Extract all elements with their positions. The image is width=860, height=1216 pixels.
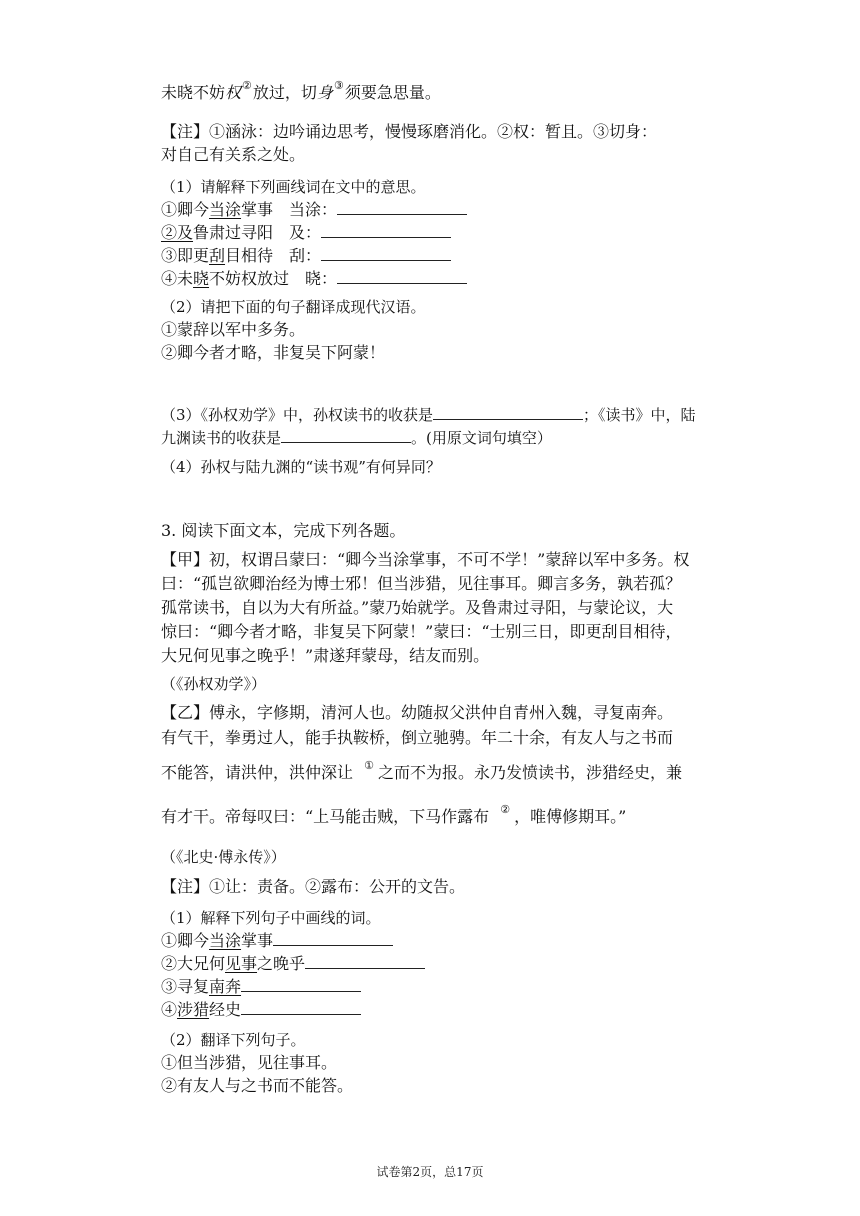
text: 九渊读书的收获是 — [161, 429, 282, 447]
footnote-marker: ③ — [333, 79, 344, 92]
text: ①卿今 — [161, 931, 210, 950]
section-3-heading: 3. 阅读下面文本，完成下列各题。 — [161, 521, 406, 540]
source-jia: （《孙权劝学》） — [161, 675, 267, 693]
text: 经史 — [209, 1000, 242, 1019]
question-4: （4）孙权与陆九渊的“读书观”有何异同？ — [161, 458, 441, 476]
source-yi: （《北史·傅永传》） — [161, 848, 286, 866]
underlined-word: 刮 — [209, 246, 226, 265]
text: ③寻复 — [161, 977, 210, 996]
page-footer: 试卷第2页，总17页 — [376, 1165, 484, 1179]
text: 目相待 刮： — [225, 246, 322, 265]
text: 有才干。帝每叹曰：“上马能击贼，下马作露布 — [161, 807, 490, 826]
question-3-cont — [161, 427, 552, 449]
underlined-word: 见事 — [225, 954, 258, 973]
q1-item-1 — [161, 199, 467, 221]
text: 权 — [225, 83, 242, 102]
q2-item-2: ②卿今者才略，非复吴下阿蒙！ — [161, 343, 386, 362]
underlined-word: ②及 — [161, 223, 194, 242]
p1-item-1 — [161, 930, 393, 952]
poem-line — [161, 79, 441, 106]
p2-item-1: ①但当涉猎，见往事耳。 — [161, 1053, 338, 1072]
underlined-word: 涉猎 — [177, 1000, 210, 1019]
p1-item-3 — [161, 976, 361, 998]
q1-item-4 — [161, 268, 467, 290]
passage-jia-line: 大兄何见事之晚乎！”肃遂拜蒙母，结友而别。 — [161, 646, 490, 665]
answer-blank[interactable] — [241, 977, 361, 992]
note-line-2: 对自己有关系之处。 — [161, 145, 306, 164]
text: （3）《孙权劝学》中，孙权读书的收获是 — [161, 406, 434, 424]
underlined-word: 晓 — [193, 269, 210, 288]
answer-blank[interactable] — [241, 1000, 361, 1015]
note-2: 【注】①让：责备。②露布：公开的文告。 — [161, 877, 466, 896]
text: 之晚乎 — [257, 954, 306, 973]
p1-item-2 — [161, 953, 425, 975]
part-2-question: （2）翻译下列句子。 — [161, 1031, 306, 1049]
q2-item-1: ①蒙辞以军中多务。 — [161, 320, 306, 339]
text: 不能答，请洪仲，洪仲深让 — [161, 763, 354, 782]
passage-jia-line: 曰：“孤岂欲卿治经为博士邪！但当涉猎，见往事耳。卿言多务，孰若孤？ — [161, 574, 682, 593]
text: 之而不为报。永乃发愤读书，涉猎经史，兼 — [377, 763, 682, 782]
footnote-marker: ① — [364, 759, 374, 772]
passage-jia-line: 【甲】初，权谓吕蒙曰：“卿今当涂掌事，不可不学！”蒙辞以军中多务。权 — [161, 550, 690, 569]
question-2: （2）请把下面的句子翻译成现代汉语。 — [161, 298, 426, 316]
question-3 — [161, 404, 696, 426]
footnote-marker: ② — [500, 803, 511, 816]
answer-blank[interactable] — [281, 428, 411, 443]
answer-blank[interactable] — [337, 269, 467, 284]
passage-yi-line: 【乙】傅永，字修期，清河人也。幼随叔父洪仲自青州入魏，寻复南奔。 — [161, 703, 674, 722]
text: ②大兄何 — [161, 954, 226, 973]
text: 掌事 — [241, 931, 274, 950]
text: ；《读书》中，陆 — [583, 406, 696, 424]
q1-item-3 — [161, 245, 451, 267]
text: 鲁肃过寻阳 及： — [193, 223, 322, 242]
passage-jia-line: 惊曰：“卿今者才略，非复吴下阿蒙！”蒙曰：“士别三日，即更刮目相待， — [161, 622, 682, 641]
text: 放过，切 — [252, 83, 317, 102]
passage-yi-line — [161, 759, 682, 786]
text: ，唯傅修期耳。” — [514, 807, 627, 826]
part-1-question: （1）解释下列句子中画线的词。 — [161, 909, 381, 927]
text: 掌事 当涂： — [241, 200, 338, 219]
q1-item-2 — [161, 222, 451, 244]
text: 未晓不妨 — [161, 83, 226, 102]
text: 须要急思量。 — [344, 83, 441, 102]
p1-item-4: ④涉猎经史 — [161, 999, 361, 1021]
passage-jia-line: 孤常读书，自以为大有所益。”蒙乃始就学。及鲁肃过寻阳，与蒙论议，大 — [161, 598, 674, 617]
answer-blank[interactable] — [433, 405, 583, 420]
text: ④未 — [161, 269, 194, 288]
underlined-word: 当涂 — [209, 200, 242, 219]
text: 不妨权放过 晓： — [209, 269, 338, 288]
answer-blank[interactable] — [321, 246, 451, 261]
underlined-word: 南奔 — [209, 977, 242, 996]
text: ③即更 — [161, 246, 210, 265]
passage-yi-line — [161, 803, 627, 830]
answer-blank[interactable] — [305, 954, 425, 969]
answer-blank[interactable] — [337, 200, 467, 215]
question-1: （1）请解释下列画线词在文中的意思。 — [161, 178, 426, 196]
passage-yi-line: 有气干，拳勇过人，能手执鞍桥，倒立驰骋。年二十余，有友人与之书而 — [161, 728, 674, 747]
text: 。(用原文词句填空） — [411, 429, 552, 447]
answer-blank[interactable] — [321, 223, 451, 238]
note-line-1: 【注】①涵泳：边吟诵边思考，慢慢琢磨消化。②权：暂且。③切身： — [161, 122, 658, 141]
p2-item-2: ②有友人与之书而不能答。 — [161, 1076, 354, 1095]
answer-blank[interactable] — [273, 931, 393, 946]
footnote-marker: ② — [242, 79, 252, 92]
text: 身 — [316, 83, 333, 102]
underlined-word: 当涂 — [209, 931, 242, 950]
text: ①卿今 — [161, 200, 210, 219]
